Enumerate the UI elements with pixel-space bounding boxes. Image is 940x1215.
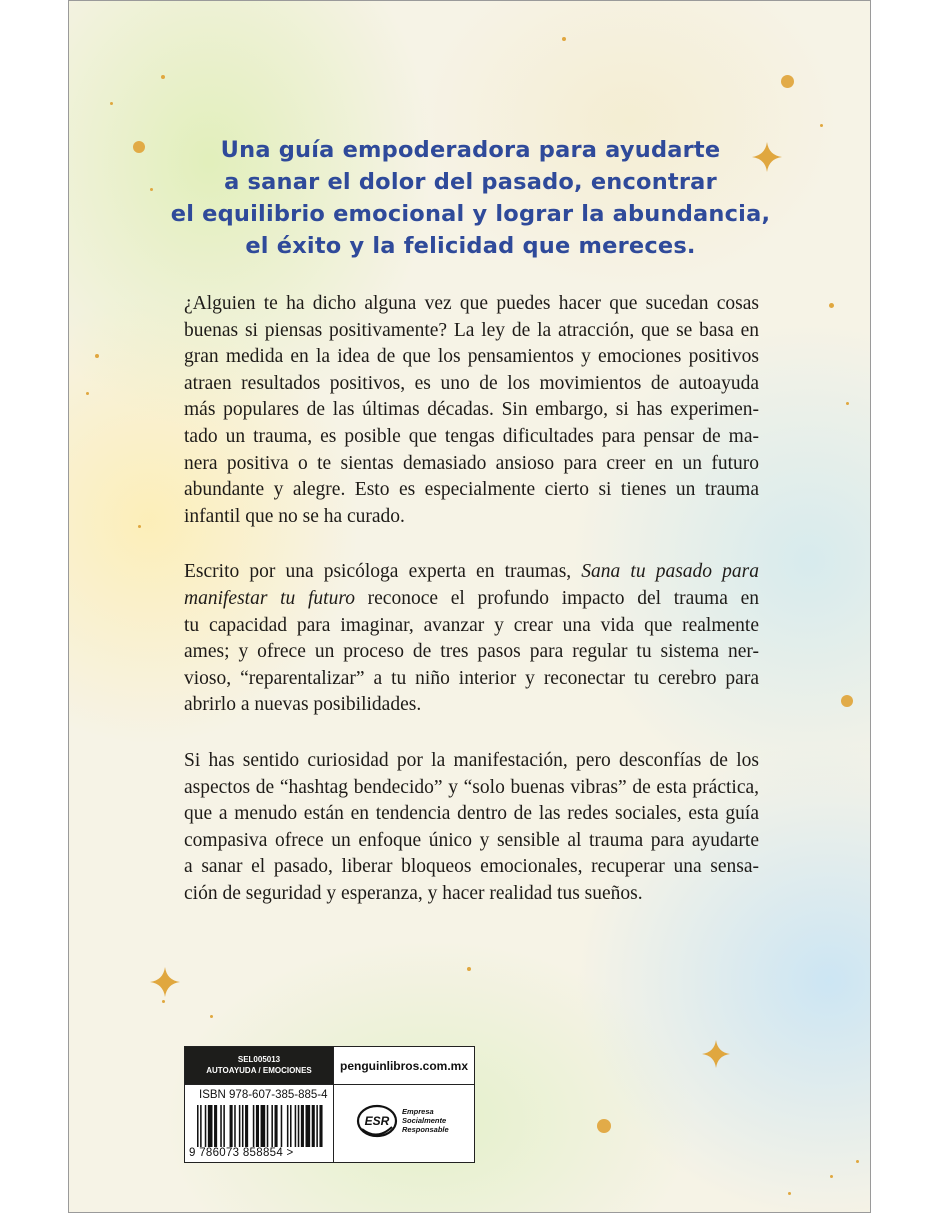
text-line: nera positiva o te sientas demasiado ansioso para creer en un futuro [184,452,759,474]
text-line: aspectos de “hashtag bendecido” y “solo buenas vibras” de esta práctica, [184,776,759,798]
product-code: SEL005013 [237,1055,281,1064]
book-title: Sana tu pasado para [581,561,759,583]
text-line: compasiva ofrece un enfoque único y sensible al trauma para ayudarte [184,829,759,851]
sparkle-dot-icon [162,1000,165,1003]
headline [69,134,871,262]
text-line [184,559,759,586]
text-line [184,586,759,613]
esr-logo-icon [356,1103,398,1139]
text-line: ¿Alguien te ha dicho alguna vez que puedes hacer que sucedan cosas [184,293,759,314]
esr-label [402,1107,449,1134]
category-block [185,1047,333,1084]
paragraph-2 [184,559,759,719]
text-line: tu capacidad para imaginar, avanzar y crear una vida que realmente [184,614,759,636]
text-line: atraen resultados positivos, es uno de los movimientos de autoayuda [184,372,759,394]
category-label: AUTOAYUDA / EMOCIONES [206,1066,312,1075]
esr-block [333,1085,474,1162]
barcode-bars [195,1105,325,1149]
esr-line: Empresa [402,1107,434,1116]
esr-badge-text: ESR [364,1114,390,1128]
text-line: tado un trauma, es posible que tengas dificultades para pensar de ma- [184,425,759,447]
synopsis [184,291,759,936]
sparkle-dot-icon [781,75,794,88]
sparkle-dot-icon [562,37,566,41]
sparkle-dot-icon [829,303,834,308]
text-line: que a menudo están en tendencia dentro de las redes sociales, esta guía [184,803,759,825]
text-span: Escrito por una psicóloga experta en traumas, [184,561,582,583]
sparkle-dot-icon [820,124,823,127]
isbn-label: ISBN 978-607-385-885-4 [199,1089,328,1101]
sparkle-dot-icon [138,525,141,528]
sparkle-dot-icon [856,1160,859,1163]
sparkle-dot-icon [95,354,99,358]
sparkle-dot-icon [110,102,113,105]
text-line: gran medida en la idea de que los pensamientos y emociones positivos [184,346,759,368]
sparkle-dot-icon [841,695,853,707]
barcode-panel [184,1046,475,1163]
sparkle-dot-icon [210,1015,213,1018]
headline-line: el equilibrio emocional y lograr la abundancia, [170,201,771,227]
sparkle-dot-icon [830,1175,833,1178]
publisher-website: penguinlibros.com.mx [333,1047,474,1084]
back-cover [68,0,871,1213]
sparkle-dot-icon [846,402,849,405]
text-line: buenas si piensas positivamente? La ley de la atracción, que se basa en [184,319,759,341]
text-line: Si has sentido curiosidad por la manifestación, pero desconfías de los [184,749,759,771]
sparkle-dot-icon [161,75,165,79]
text-line: a sanar el pasado, liberar bloqueos emocionales, recuperar una sensa- [184,856,759,878]
sparkle-dot-icon [788,1192,791,1195]
text-line: vioso, “reparentalizar” a tu niño interior y reconectar tu cerebro para [184,667,759,689]
paragraph-3 [184,748,759,908]
esr-line: Socialmente [402,1116,447,1125]
text-span: reconoce el profundo impacto del trauma en [354,587,759,609]
headline-line: el éxito y la felicidad que mereces. [245,233,696,259]
barcode-block [185,1085,333,1162]
text-line: abundante y alegre. Esto es especialmente cierto si tienes un trauma [184,479,759,501]
book-title: manifestar tu futuro [184,587,355,609]
paragraph-1 [184,291,759,530]
text-line: más populares de las últimas décadas. Sin embargo, si has experimen- [184,399,759,421]
text-line: abrirlo a nuevas posibilidades. [184,694,422,716]
sparkle-star-icon [150,967,180,997]
headline-line: Una guía empoderadora para ayudarte [220,137,721,163]
sparkle-dot-icon [597,1119,611,1133]
sparkle-star-icon [702,1040,730,1068]
text-line: ames; y ofrece un proceso de tres pasos para regular tu sistema ner- [184,641,759,663]
barcode-number: 9 786073 858854 > [189,1147,294,1159]
sparkle-dot-icon [86,392,89,395]
sparkle-dot-icon [467,967,471,971]
text-line: ción de seguridad y esperanza, y hacer realidad tus sueños. [184,882,643,904]
headline-line: a sanar el dolor del pasado, encontrar [224,169,717,195]
esr-line: Responsable [402,1125,449,1134]
text-line: infantil que no se ha curado. [184,505,405,527]
